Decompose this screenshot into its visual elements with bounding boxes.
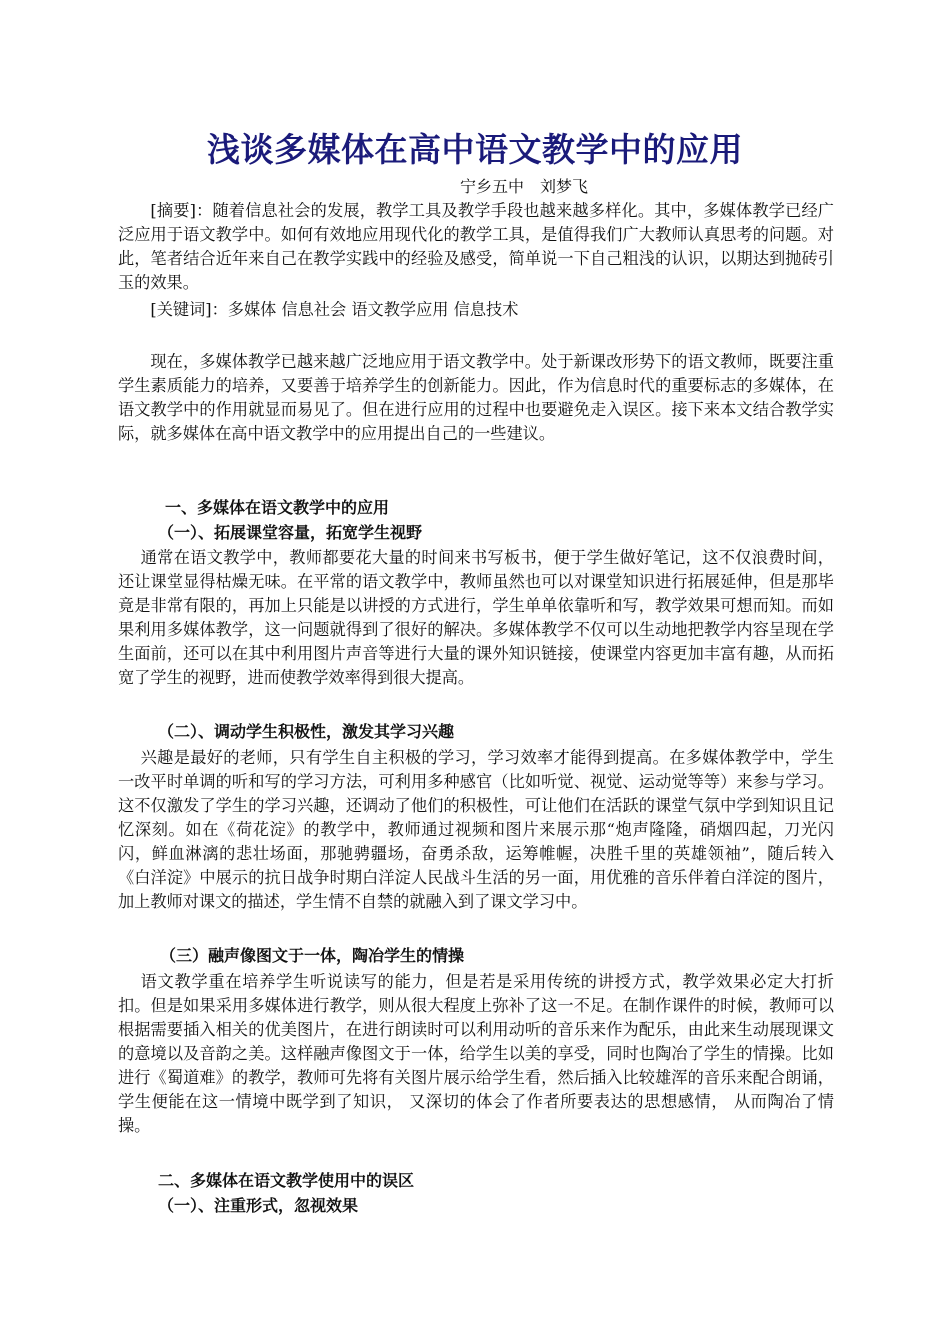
intro-paragraph: 现在，多媒体教学已越来越广泛地应用于语文教学中。处于新课改形势下的语文教师，既要注重学生素质能力的培养，又要善于培养学生的创新能力。因此，作为信息时代的重要标志的多媒体，在语文教学中的作用就显而易见了。但在进行应用的过程中也要避免走入误区。接下来本文结合教学实际，就多媒体在高中语文教学中的应用提出自己的一些建议。 [118,352,834,443]
keywords-paragraph: [关键词]：多媒体 信息社会 语文教学应用 信息技术 [150,300,519,319]
abstract-paragraph: [摘要]：随着信息社会的发展，教学工具及教学手段也越来越多样化。其中，多媒体教学已经广泛应用于语文教学中。如何有效地应用现代化的教学工具，是值得我们广大教师认真思考的问题。对此，笔者结合近年来自己在教学实践中的经验及感受，简单说一下自己粗浅的认识，以期达到抛砖引玉的效果。 [118,201,834,292]
author-line: 宁乡五中 刘梦飞 [460,177,589,196]
section-1-1-body: 通常在语文教学中，教师都要花大量的时间来书写板书，便于学生做好笔记，这不仅浪费时间，还让课堂显得枯燥无味。在平常的语文教学中，教师虽然也可以对课堂知识进行拓展延伸，但是那毕竟是非常有限的，再加上只能是以讲授的方式进行，学生单单依靠听和写，教学效果可想而知。而如果利用多媒体教学，这一问题就得到了很好的解决。多媒体教学不仅可以生动地把教学内容呈现在学生面前，还可以在其中利用图片声音等进行大量的课外知识链接，使课堂内容更加丰富有趣，从而拓宽了学生的视野，进而使教学效率得到很大提高。 [118,548,834,687]
section-1-3-heading: （三）融声像图文于一体，陶冶学生的情操 [160,946,465,965]
section-1-2-body: 兴趣是最好的老师，只有学生自主积极的学习，学习效率才能得到提高。在多媒体教学中，学生一改平时单调的听和写的学习方法，可利用多种感官（比如听觉、视觉、运动觉等等）来参与学习。这不仅激发了学生的学习兴趣，还调动了他们的积极性，可让他们在活跃的课堂气氛中学到知识且记忆深刻。如在《荷花淀》的教学中，教师通过视频和图片来展示那“炮声隆隆，硝烟四起，刀光闪闪，鲜血淋漓的悲壮场面，那驰骋疆场，奋勇杀敌，运筹帷幄，决胜千里的英雄领袖”，随后转入《白洋淀》中展示的抗日战争时期白洋淀人民战斗生活的另一面，用优雅的音乐伴着白洋淀的图片，加上教师对课文的描述，学生情不自禁的就融入到了课文学习中。 [118,748,834,911]
section-2-heading: 二、多媒体在语文教学使用中的误区 [158,1171,415,1190]
section-1-2-heading: （二）、调动学生积极性，激发其学习兴趣 [158,722,455,741]
section-1-3-body: 语文教学重在培养学生听说读写的能力，但是若是采用传统的讲授方式，教学效果必定大打折扣。但是如果采用多媒体进行教学，则从很大程度上弥补了这一不足。在制作课件的时候，教师可以根据需要插入相关的优美图片，在进行朗读时可以利用动听的音乐来作为配乐，由此来生动展现课文的意境以及音韵之美。这样融声像图文于一体，给学生以美的享受，同时也陶冶了学生的情操。比如进行《蜀道难》的教学，教师可先将有关图片展示给学生看，然后插入比较雄浑的音乐来配合朗诵，学生便能在这一情境中既学到了知识， 又深切的体会了作者所要表达的思想感情， 从而陶冶了情操。 [118,972,834,1135]
document-title: 浅谈多媒体在高中语文教学中的应用 [207,130,743,169]
section-1-1-heading: （一）、拓展课堂容量，拓宽学生视野 [158,523,423,542]
section-2-1-heading: （一）、注重形式，忽视效果 [158,1196,359,1215]
section-1-heading: 一、多媒体在语文教学中的应用 [165,498,390,517]
